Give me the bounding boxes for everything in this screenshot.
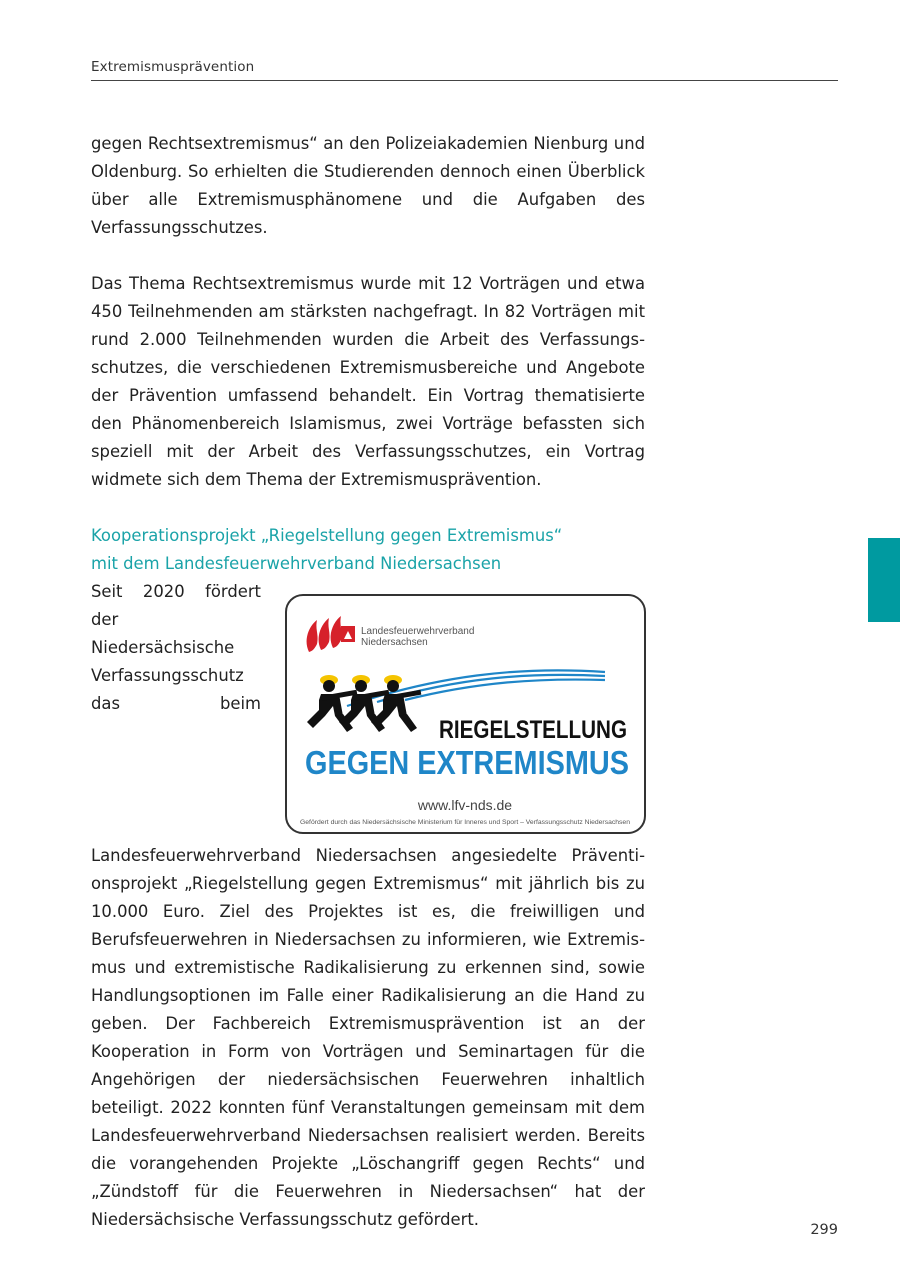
running-header [91,59,838,81]
chapter-tab-marker [868,538,900,622]
paragraph-gap [91,242,645,270]
slogan-line-2: GEGEN EXTREMISMUS [305,744,629,781]
slogan-line-1: RIEGELSTELLUNG [439,716,627,744]
org-name-line-1: Landesfeuerwehrverband [361,626,475,637]
main-text-column [91,130,645,1234]
paragraph-3 [91,578,645,1234]
section-heading-line-1: Kooperationsprojekt „Riegelstellung gegen Extremismus“ [91,526,563,545]
paragraph-3-text: Seit 2020 fördert der Niedersächsische Verfassungsschutz das beim Landesfeuerwehrverband Niedersachsen angesiedelte Präventionsprojekt „Riegelstellung gegen Extremismus“ mit jährlich bis zu 10.000 Euro. Ziel des Projektes ist es, die freiwilligen und Berufsfeuerwehren in Niedersachsen zu informieren, wie Extremismus und extremistische Radikalisierung zu erkennen sind, sowie Handlungsoptionen im Falle einer Radikalisierung an die Hand zu geben. Der Fachbereich Extremismusprävention ist an der Kooperation in Form von Vorträgen und Seminartagen für die Angehörigen der niedersächsischen Feuerwehren inhaltlich beteiligt. 2022 konnten fünf Veranstaltungen gemeinsam mit dem Landesfeuerwehrverband Niedersachsen realisiert werden. Bereits die vorangehenden Projekte „Löschangriff gegen Rechts“ und „Zündstoff für die Feuerwehren in Niedersachsen“ hat der Niedersächsische Verfassungsschutz gefördert. [91,582,645,1229]
section-heading [91,522,645,578]
page-number: 299 [810,1222,838,1238]
section-heading-line-2: mit dem Landesfeuerwehrverband Niedersachsen [91,554,502,573]
campaign-logo-figure [285,594,646,834]
website-url: www.lfv-nds.de [417,797,513,813]
paragraph-gap [91,494,645,522]
org-name-line-2: Niedersachsen [361,637,428,648]
riegelstellung-logo [287,596,644,832]
running-title: Extremismusprävention [91,59,255,75]
flame-emblem-icon [307,616,355,652]
firefighter-figures-icon [307,675,421,732]
funding-note: Gefördert durch das Niedersächsische Ministerium für Inneres und Sport – Verfassungsschutz Niedersachsen [300,820,630,826]
paragraph-1: gegen Rechtsextremismus“ an den Polizeiakademien Nienburg und Oldenburg. So erhielten die Studierenden dennoch einen Überblick über alle Extremismusphänomene und die Aufgaben des Verfassungsschutzes. [91,134,645,237]
paragraph-2: Das Thema Rechtsextremismus wurde mit 12 Vorträgen und etwa 450 Teilnehmenden am stärksten nachgefragt. In 82 Vorträgen mit rund 2.000 Teilnehmenden wurden die Arbeit des Verfassungsschutzes, die verschiedenen Extremismusbereiche und Angebote der Prävention umfassend behandelt. Ein Vortrag thematisierte den Phänomenbereich Islamismus, zwei Vorträge befassten sich speziell mit der Arbeit des Verfassungsschutzes, ein Vortrag widmete sich dem Thema der Extremismusprävention. [91,274,645,489]
